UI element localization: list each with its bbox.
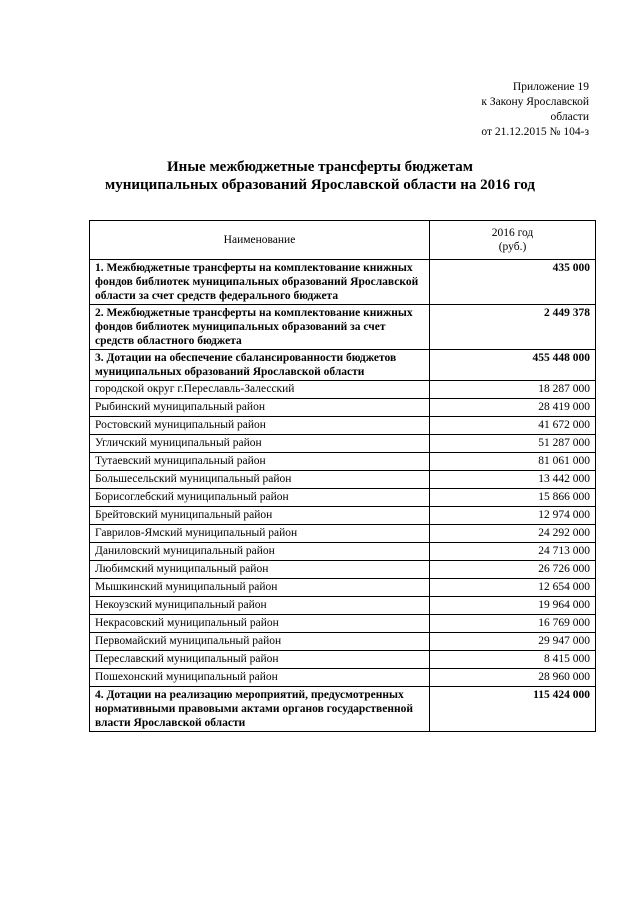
section-amount: 2 449 378 <box>430 305 596 350</box>
table-row <box>90 471 596 489</box>
row-name: Переславский муниципальный район <box>90 651 430 669</box>
title-line: муниципальных образований Ярославской области на 2016 год <box>105 177 535 193</box>
transfers-table <box>89 220 596 732</box>
table-row <box>90 633 596 651</box>
header-year <box>430 221 596 260</box>
row-amount: 12 654 000 <box>430 579 596 597</box>
table-row <box>90 525 596 543</box>
row-amount: 81 061 000 <box>430 453 596 471</box>
table-row <box>90 561 596 579</box>
row-amount: 28 960 000 <box>430 669 596 687</box>
row-amount: 29 947 000 <box>430 633 596 651</box>
table-row <box>90 453 596 471</box>
header-unit-label: (руб.) <box>498 241 527 253</box>
row-name: Рыбинский муниципальный район <box>90 399 430 417</box>
row-amount: 24 292 000 <box>430 525 596 543</box>
row-amount: 19 964 000 <box>430 597 596 615</box>
appendix-line: к Закону Ярославской <box>481 96 589 108</box>
row-name: Первомайский муниципальный район <box>90 633 430 651</box>
row-amount: 51 287 000 <box>430 435 596 453</box>
row-name: городской округ г.Переславль-Залесский <box>90 381 430 399</box>
row-name: Некрасовский муниципальный район <box>90 615 430 633</box>
row-name: Ростовский муниципальный район <box>90 417 430 435</box>
section-amount: 115 424 000 <box>430 687 596 732</box>
appendix-note <box>329 80 589 140</box>
row-name: Мышкинский муниципальный район <box>90 579 430 597</box>
row-name: Гаврилов-Ямский муниципальный район <box>90 525 430 543</box>
row-name: Некоузский муниципальный район <box>90 597 430 615</box>
table-row <box>90 543 596 561</box>
section-amount: 435 000 <box>430 260 596 305</box>
appendix-line: области <box>550 111 589 123</box>
row-name: Угличский муниципальный район <box>90 435 430 453</box>
row-name: Брейтовский муниципальный район <box>90 507 430 525</box>
section-name: 3. Дотации на обеспечение сбалансированности бюджетов муниципальных образований Ярославской области <box>90 350 430 381</box>
section-name: 4. Дотации на реализацию мероприятий, предусмотренных нормативными правовыми актами органов государственной власти Ярославской области <box>90 687 430 732</box>
table-header-row <box>90 221 596 260</box>
row-name: Даниловский муниципальный район <box>90 543 430 561</box>
page-title <box>60 158 580 194</box>
row-amount: 13 442 000 <box>430 471 596 489</box>
table-row <box>90 651 596 669</box>
row-name: Пошехонский муниципальный район <box>90 669 430 687</box>
row-amount: 18 287 000 <box>430 381 596 399</box>
table-row <box>90 615 596 633</box>
section-row-3 <box>90 350 596 381</box>
row-amount: 8 415 000 <box>430 651 596 669</box>
row-amount: 16 769 000 <box>430 615 596 633</box>
row-name: Любимский муниципальный район <box>90 561 430 579</box>
title-line: Иные межбюджетные трансферты бюджетам <box>167 159 473 175</box>
section-row-1 <box>90 260 596 305</box>
row-name: Борисоглебский муниципальный район <box>90 489 430 507</box>
row-amount: 28 419 000 <box>430 399 596 417</box>
header-name: Наименование <box>90 221 430 260</box>
section-row-2 <box>90 305 596 350</box>
row-name: Тутаевский муниципальный район <box>90 453 430 471</box>
section-name: 1. Межбюджетные трансферты на комплектование книжных фондов библиотек муниципальных образований Ярославской области за счет средств федерального бюджета <box>90 260 430 305</box>
table-row <box>90 669 596 687</box>
row-name: Большесельский муниципальный район <box>90 471 430 489</box>
row-amount: 12 974 000 <box>430 507 596 525</box>
table-row <box>90 579 596 597</box>
row-amount: 15 866 000 <box>430 489 596 507</box>
appendix-line: от 21.12.2015 № 104-з <box>481 126 589 138</box>
table-row <box>90 597 596 615</box>
row-amount: 26 726 000 <box>430 561 596 579</box>
table-row <box>90 381 596 399</box>
section-amount: 455 448 000 <box>430 350 596 381</box>
section-name: 2. Межбюджетные трансферты на комплектование книжных фондов библиотек муниципальных образований за счет средств областного бюджета <box>90 305 430 350</box>
row-amount: 24 713 000 <box>430 543 596 561</box>
appendix-line: Приложение 19 <box>512 81 589 93</box>
table-row <box>90 507 596 525</box>
header-year-label: 2016 год <box>491 227 534 239</box>
table-row <box>90 435 596 453</box>
table-row <box>90 489 596 507</box>
section-row-4 <box>90 687 596 732</box>
table-row <box>90 417 596 435</box>
table-row <box>90 399 596 417</box>
row-amount: 41 672 000 <box>430 417 596 435</box>
